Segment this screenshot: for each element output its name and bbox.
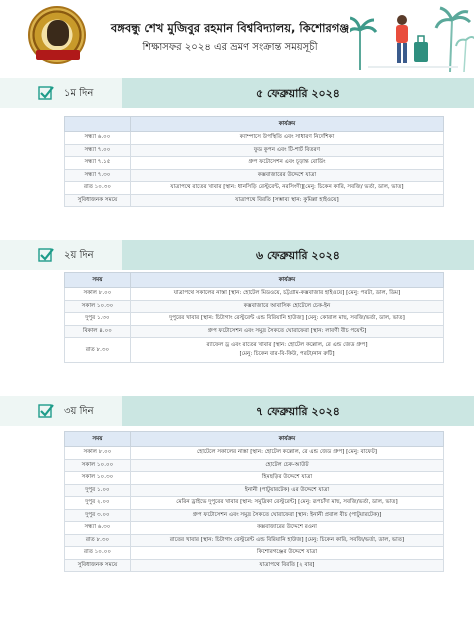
program-line-2: [মেনু: চিকেন বার-বি-কিউ, পরটা/নান রুটি] (239, 351, 335, 357)
time-cell: সন্ধ্যা ৬.৩০ (65, 522, 131, 535)
program-cell: কক্সবাজারের উদ্দেশে যাত্রা (131, 169, 444, 182)
program-cell: ক্যাম্পাসে উপস্থিতি এবং সাধারণ নির্দেশিকা (131, 132, 444, 145)
table-row (65, 157, 444, 170)
table-row (65, 144, 444, 157)
day-3-bar (0, 396, 474, 426)
program-cell: কিশোরগঞ্জের উদ্দেশে যাত্রা (131, 547, 444, 560)
table-row (65, 497, 444, 510)
time-cell: সকাল ৮.০০ (65, 288, 131, 301)
time-cell: সকাল ১০.৩০ (65, 472, 131, 485)
program-cell: হোটেলে সকালের নাস্তা [স্থান: হোটেল কল্লোল, রে এন্ড জেড গ্রুপ] [মেনু: বাফেট] (131, 447, 444, 460)
time-cell: বিকাল ৪.০০ (65, 325, 131, 338)
column-header-program: কার্যক্রম (131, 117, 444, 132)
table-row (65, 169, 444, 182)
table-row (65, 509, 444, 522)
table-row (65, 132, 444, 145)
check-icon (38, 85, 54, 101)
time-cell: রাত ১০.০০ (65, 547, 131, 560)
day-date: ৬ ফেব্রুয়ারি ২০২৪ (256, 249, 340, 262)
time-cell: রাত ৮.৩০ (65, 338, 131, 363)
time-cell: সন্ধ্যা ৭.০০ (65, 144, 131, 157)
program-cell: ইনানী (পাটুয়ারটেক) এর উদ্দেশে যাত্রা (131, 484, 444, 497)
program-cell: রাতের খাবার [স্থান: চিটাগাং রেস্টুরেন্ট এন্ড বিরিয়ানি হাউজ] [মেনু: চিকেন কারি, সবজি/ভর্তা, ডাল, ভাত] (131, 534, 444, 547)
column-header-time: সময় (65, 273, 131, 288)
day-date: ৭ ফেব্রুয়ারি ২০২৪ (256, 405, 340, 418)
page-subtitle: শিক্ষাসফর ২০২৪ এর ভ্রমণ সংক্রান্ত সময়সূচী (142, 42, 318, 53)
time-cell: রাত ৮.৩০ (65, 534, 131, 547)
day-2-schedule-table (64, 272, 444, 363)
page-header (0, 0, 474, 78)
table-row (65, 325, 444, 338)
program-cell (131, 338, 444, 363)
table-row (65, 182, 444, 195)
table-row (65, 484, 444, 497)
table-row (65, 194, 444, 207)
program-cell: যাত্রাপথে রাতের খাবার [স্থান: ধানসিড়ি রেস্টুরেন্ট, নরসিংদী][মেনু: চিকেন কারি, সবজি/ ভর্তা, ডাল, ভাত] (131, 182, 444, 195)
day-2-bar (0, 240, 474, 270)
time-cell: দুপুর ১.৩০ (65, 313, 131, 326)
program-cell: দুপুরের খাবার [স্থান: চিটাগাং রেস্টুরেন্ট এন্ড বিরিয়ানি হাউজ] [মেনু: কোরাল মাছ, সবজি/ভর্তা, ডাল, ভাত] (131, 313, 444, 326)
time-cell: সন্ধ্যা ৭.৩০ (65, 169, 131, 182)
time-cell: সকাল ১০.০০ (65, 459, 131, 472)
time-cell: সুবিধাজনক সময়ে (65, 194, 131, 207)
program-cell: গ্রুপ ফটোসেশন এবং সমুদ্র সৈকতে ঘোরাফেরা [স্থান: ইনানী প্রবাল বীচ (পাটুয়ারটেক)] (131, 509, 444, 522)
program-cell: গ্রুপ ফটোসেশন এবং চূড়ান্ত বোর্ডিং (131, 157, 444, 170)
column-header-time (65, 117, 131, 132)
program-cell: হিমছড়ির উদ্দেশে যাত্রা (131, 472, 444, 485)
day-date: ৫ ফেব্রুয়ারি ২০২৪ (256, 87, 340, 100)
day-3-schedule-table (64, 431, 444, 572)
time-cell: সুবিধাজনক সময়ে (65, 559, 131, 572)
program-cell: যাত্রাপথে বিরতি [২ বার] (131, 559, 444, 572)
time-cell: সন্ধ্যা ৬.০০ (65, 132, 131, 145)
day-1-bar (0, 78, 474, 108)
table-row (65, 547, 444, 560)
time-cell: রাত ১০.৩০ (65, 182, 131, 195)
program-cell: কক্সবাজারে আবাসিক হোটেলে চেক-ইন (131, 300, 444, 313)
column-header-program: কার্যক্রম (131, 432, 444, 447)
time-cell: দুপুর ১.০০ (65, 484, 131, 497)
program-cell: মেরিন ড্রাইভে দুপুরের খাবার [স্থান: সমুদ্রিকা রেস্টুরেন্ট] [মেনু: রূপচাঁদা মাছ, সবজি/ভর্তা, ডাল, ভাত] (131, 497, 444, 510)
table-row (65, 534, 444, 547)
column-header-program: কার্যক্রম (131, 273, 444, 288)
page-title: বঙ্গবন্ধু শেখ মুজিবুর রহমান বিশ্ববিদ্যালয়, কিশোরগঞ্জ (110, 21, 350, 35)
table-row (65, 313, 444, 326)
university-logo (28, 6, 86, 64)
table-row (65, 522, 444, 535)
table-row (65, 459, 444, 472)
table-row (65, 447, 444, 460)
table-row (65, 300, 444, 313)
portrait-icon (47, 20, 69, 46)
check-icon (38, 403, 54, 419)
day-1-schedule-table (64, 116, 444, 207)
program-cell: যাত্রাপথে বিরতি [সম্ভাব্য স্থান: কুমিল্লা হাইওয়ে] (131, 194, 444, 207)
beach-traveler-illustration (350, 0, 474, 78)
program-cell: হোটেল চেক-আউট (131, 459, 444, 472)
check-icon (38, 247, 54, 263)
time-cell: দুপুর ২.০০ (65, 497, 131, 510)
day-label: ২য় দিন (64, 250, 94, 261)
time-cell: দুপুর ৩.০০ (65, 509, 131, 522)
program-cell: গ্রুপ ফটোসেশন এবং সমুদ্র সৈকতে ঘোরাফেরা [স্থান: লাবণী বীচ পয়েন্ট] (131, 325, 444, 338)
table-row (65, 288, 444, 301)
day-label: ১ম দিন (64, 88, 94, 99)
table-row (65, 472, 444, 485)
table-row (65, 559, 444, 572)
table-row (65, 338, 444, 363)
program-cell: ফুড কুপন এবং টি-শার্ট বিতরণ (131, 144, 444, 157)
program-cell: কক্সবাজারের উদ্দেশে রওনা (131, 522, 444, 535)
program-line-1: র‍্যাফেল ড্র এবং রাতের খাবার [স্থান: হোটেল কল্লোল, রে এন্ড জেড গ্রুপ] (206, 342, 368, 348)
logo-ribbon (36, 50, 80, 60)
day-label: ৩য় দিন (64, 406, 94, 417)
time-cell: সকাল ১০.৩০ (65, 300, 131, 313)
time-cell: সন্ধ্যা ৭.১৫ (65, 157, 131, 170)
time-cell: সকাল ৮.০০ (65, 447, 131, 460)
column-header-time: সময় (65, 432, 131, 447)
program-cell: যাত্রাপথে সকালের নাস্তা [স্থান: হোটেল মিডওয়ে, চট্টগ্রাম-কক্সবাজার হাইওয়ে] [মেনু: পরটা, ডাল, ডিম] (131, 288, 444, 301)
